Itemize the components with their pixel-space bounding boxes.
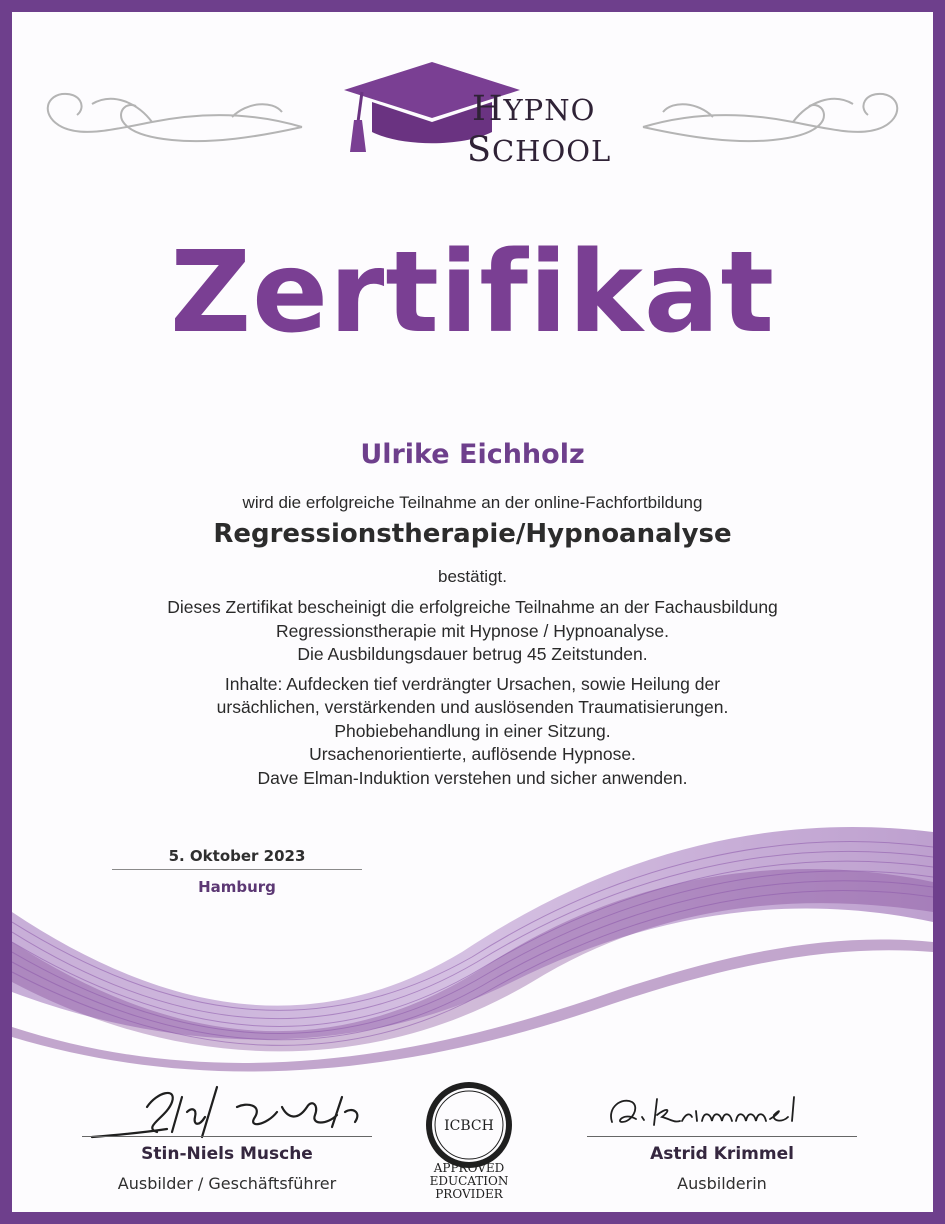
signer-name-right: Astrid Krimmel [650,1144,794,1164]
ornament-left [32,82,312,172]
signature-right [602,1087,822,1137]
content-line: Inhalte: Aufdecken tief verdrängter Ursachen, sowie Heilung der [224,673,721,694]
wave-decoration [12,792,933,1092]
recipient-name: Ulrike Eichholz [360,439,585,470]
signature-line-right [587,1136,857,1137]
certificate-body [12,596,933,790]
content-line: ursächlichen, verstärkenden und auslösenden Traumatisierungen. [216,697,729,717]
seal-caption-line: APPROVED [433,1161,505,1175]
certificate-place: Hamburg [198,878,276,896]
course-title: Regressionstherapie/Hypnoanalyse [213,519,732,549]
date-divider [112,869,362,870]
logo-line-school: SCHOOL [467,130,612,170]
signer-role-right: Ausbilderin [677,1174,767,1193]
signer-role-left: Ausbilder / Geschäftsführer [117,1174,337,1193]
icbch-seal [424,1080,514,1170]
certificate-date: 5. Oktober 2023 [168,847,306,865]
body-line: Dieses Zertifikat bescheinigt die erfolgreiche Teilnahme an der Fachausbildung [167,597,778,617]
certificate [12,12,933,1212]
logo-line-hypno: HYPNO [472,89,596,129]
ornament-right [633,82,913,172]
body-line: Die Ausbildungsdauer betrug 45 Zeitstunden. [297,644,648,664]
content-line: Phobiebehandlung in einer Sitzung. [334,720,611,741]
content-line: Ursachenorientierte, auflösende Hypnose. [309,744,636,764]
page-title: Zertifikat [169,228,776,358]
content-line: Dave Elman-Induktion verstehen und sicher anwenden. [257,767,688,788]
signature-line-left [82,1136,372,1137]
seal-caption [404,1162,534,1201]
intro-text: wird die erfolgreiche Teilnahme an der online-Fachfortbildung [242,493,703,512]
confirmed-text: bestätigt. [438,567,507,586]
signer-name-left: Stin-Niels Musche [141,1144,313,1164]
seal-center-text: ICBCH [444,1118,494,1134]
seal-caption-line: EDUCATION [429,1174,509,1188]
body-line: Regressionstherapie mit Hypnose / Hypnoanalyse. [276,620,669,641]
seal-caption-line: PROVIDER [435,1187,503,1201]
